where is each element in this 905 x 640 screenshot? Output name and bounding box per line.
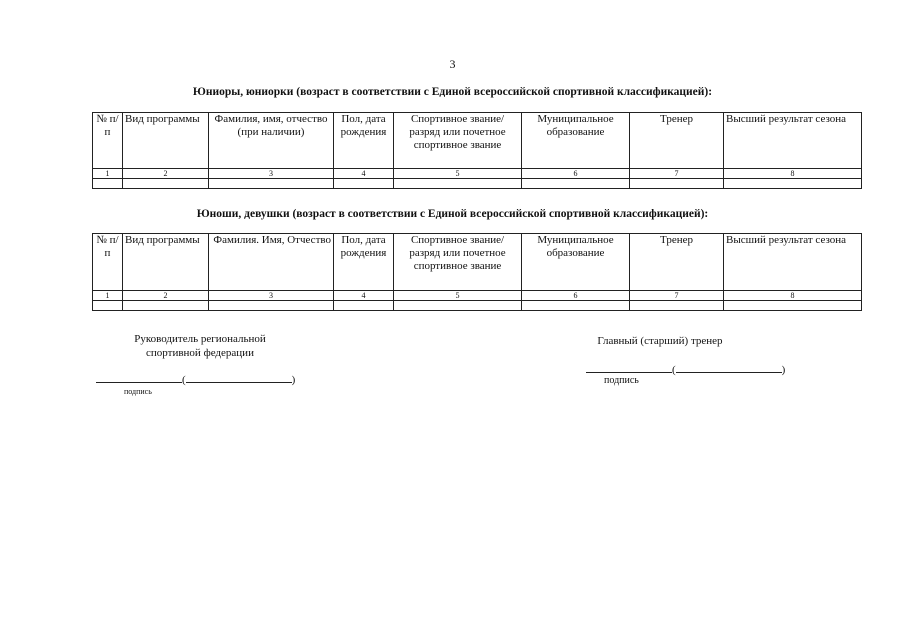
col-header-full-name: Фамилия, имя, отчество (при наличии) bbox=[209, 113, 334, 169]
title-line: Руководитель региональной bbox=[134, 333, 266, 345]
column-number: 7 bbox=[630, 169, 724, 179]
table-header-row bbox=[93, 113, 862, 169]
column-number-row bbox=[93, 169, 862, 179]
col-header-full-name: Фамилия. Имя, Отчество bbox=[209, 234, 334, 291]
empty-cell[interactable] bbox=[93, 179, 123, 189]
col-header-program: Вид программы bbox=[123, 113, 209, 169]
right-signature-line[interactable]: ( ) bbox=[586, 362, 785, 377]
empty-cell[interactable] bbox=[209, 301, 334, 311]
col-header-municipality: Муниципальное образование bbox=[522, 234, 630, 291]
empty-cell[interactable] bbox=[334, 179, 394, 189]
empty-cell[interactable] bbox=[394, 301, 522, 311]
col-header-gender-birthdate: Пол, дата рождения bbox=[334, 113, 394, 169]
regional-federation-head-title bbox=[100, 332, 300, 360]
column-number: 8 bbox=[724, 291, 862, 301]
empty-cell[interactable] bbox=[123, 179, 209, 189]
column-number: 6 bbox=[522, 291, 630, 301]
section-heading-juniors: Юниоры, юниорки (возраст в соответствии с Единой всероссийской спортивной классификацией): bbox=[192, 86, 713, 98]
column-number: 1 bbox=[93, 169, 123, 179]
empty-cell[interactable] bbox=[630, 301, 724, 311]
empty-cell[interactable] bbox=[123, 301, 209, 311]
empty-cell[interactable] bbox=[394, 179, 522, 189]
col-header-coach: Тренер bbox=[630, 113, 724, 169]
column-number: 8 bbox=[724, 169, 862, 179]
column-number: 3 bbox=[209, 169, 334, 179]
column-number: 4 bbox=[334, 291, 394, 301]
title-line: спортивной федерации bbox=[146, 347, 254, 359]
column-number: 3 bbox=[209, 291, 334, 301]
column-number: 5 bbox=[394, 169, 522, 179]
col-header-program: Вид программы bbox=[123, 234, 209, 291]
column-number: 5 bbox=[394, 291, 522, 301]
left-signature-line[interactable]: ( ) bbox=[96, 372, 295, 387]
empty-cell[interactable] bbox=[93, 301, 123, 311]
col-header-number: № п/п bbox=[93, 234, 123, 291]
col-header-number: № п/п bbox=[93, 113, 123, 169]
right-signature-caption: подпись bbox=[604, 375, 639, 386]
col-header-coach: Тренер bbox=[630, 234, 724, 291]
empty-data-row bbox=[93, 301, 862, 311]
col-header-sport-rank: Спортивное звание/разряд или почетное спортивное звание bbox=[394, 113, 522, 169]
left-signature-caption: подпись bbox=[124, 387, 152, 396]
column-number: 6 bbox=[522, 169, 630, 179]
empty-cell[interactable] bbox=[724, 179, 862, 189]
juniors-table bbox=[92, 112, 862, 189]
empty-cell[interactable] bbox=[522, 301, 630, 311]
empty-cell[interactable] bbox=[630, 179, 724, 189]
column-number: 2 bbox=[123, 169, 209, 179]
column-number: 1 bbox=[93, 291, 123, 301]
col-header-best-result: Высший результат сезона bbox=[724, 234, 862, 291]
col-header-best-result: Высший результат сезона bbox=[724, 113, 862, 169]
column-number: 7 bbox=[630, 291, 724, 301]
empty-cell[interactable] bbox=[724, 301, 862, 311]
empty-cell[interactable] bbox=[522, 179, 630, 189]
section-heading-youth: Юноши, девушки (возраст в соответствии с Единой всероссийской спортивной классификацией): bbox=[196, 208, 709, 220]
col-header-sport-rank: Спортивное звание/разряд или почетное спортивное звание bbox=[394, 234, 522, 291]
empty-data-row bbox=[93, 179, 862, 189]
empty-cell[interactable] bbox=[209, 179, 334, 189]
column-number: 2 bbox=[123, 291, 209, 301]
column-number-row bbox=[93, 291, 862, 301]
table-header-row bbox=[93, 234, 862, 291]
empty-cell[interactable] bbox=[334, 301, 394, 311]
column-number: 4 bbox=[334, 169, 394, 179]
col-header-municipality: Муниципальное образование bbox=[522, 113, 630, 169]
youth-table bbox=[92, 233, 862, 311]
page-number: 3 bbox=[449, 57, 456, 71]
col-header-gender-birthdate: Пол, дата рождения bbox=[334, 234, 394, 291]
head-coach-title: Главный (старший) тренер bbox=[597, 335, 723, 347]
